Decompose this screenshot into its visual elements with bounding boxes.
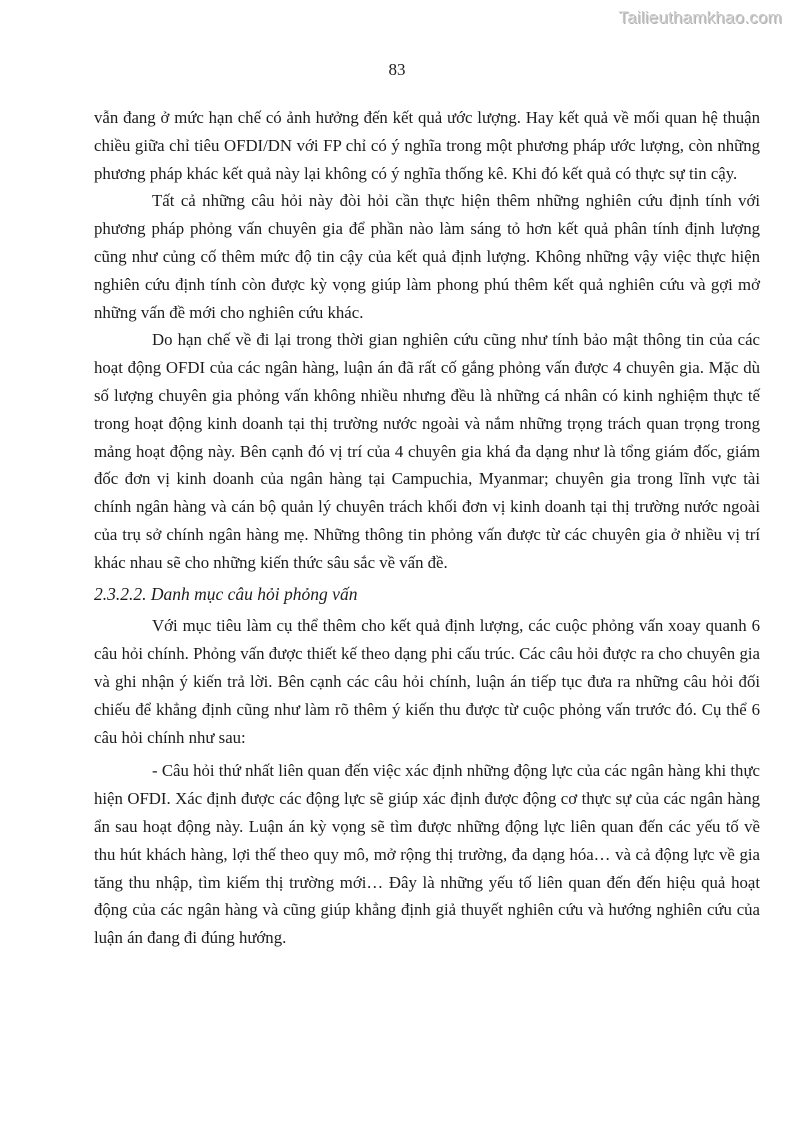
page-number: 83 [388, 60, 406, 79]
section-heading: 2.3.2.2. Danh mục câu hỏi phỏng vấn [94, 583, 358, 604]
paragraph: Tất cả những câu hỏi này đòi hỏi cần thực hiện thêm những nghiên cứu định tính với phương pháp phỏng vấn chuyên gia để phần nào làm sáng tỏ hơn kết quả phân tính định lượng cũng như củng cố thêm mức độ tin cậy của kết quả định lượng. Không những vậy việc thực hiện nghiên cứu định tính còn được kỳ vọng giúp làm phong phú thêm kết quả nghiên cứu và gợi mở những vấn đề mới cho nghiên cứu khác. [94, 191, 760, 322]
page-body [94, 104, 760, 952]
paragraph: Với mục tiêu làm cụ thể thêm cho kết quả định lượng, các cuộc phỏng vấn xoay quanh 6 câu hỏi chính. Phỏng vấn được thiết kế theo dạng phi cấu trúc. Các câu hỏi được ra cho chuyên gia và ghi nhận ý kiến trả lời. Bên cạnh các câu hỏi chính, luận án tiếp tục đưa ra những câu hỏi đối chiếu để khẳng định cũng như làm rõ thêm ý kiến thu được từ cuộc phỏng vấn trước đó. Cụ thể 6 câu hỏi chính như sau: [94, 616, 760, 747]
watermark: Tailieuthamkhao.com [618, 8, 782, 27]
paragraph: Do hạn chế về đi lại trong thời gian nghiên cứu cũng như tính bảo mật thông tin của các hoạt động OFDI của các ngân hàng, luận án đã rất cố gắng phỏng vấn được 4 chuyên gia. Mặc dù số lượng chuyên gia phỏng vấn không nhiều nhưng đều là những cá nhân có kinh nghiệm thực tế trong hoạt động kinh doanh tại thị trường nước ngoài và nắm những trọng trách quan trọng trong mảng hoạt động này. Bên cạnh đó vị trí của 4 chuyên gia khá đa dạng như là tổng giám đốc, giám đốc đơn vị kinh doanh của ngân hàng tại Campuchia, Myanmar; chuyên gia trong lĩnh vực tài chính ngân hàng và cán bộ quản lý chuyên trách khối đơn vị kinh doanh tại thị trường nước ngoài của trụ sở chính ngân hàng mẹ. Những thông tin phỏng vấn được từ các chuyên gia ở nhiều vị trí khác nhau sẽ cho những kiến thức sâu sắc về vấn đề. [94, 330, 760, 572]
bullet-paragraph: - Câu hỏi thứ nhất liên quan đến việc xác định những động lực của các ngân hàng khi thực hiện OFDI. Xác định được các động lực sẽ giúp xác định được động cơ thực sự của các ngân hàng ẩn sau hoạt động này. Luận án kỳ vọng sẽ tìm được những động lực liên quan đến các yếu tố về thu hút khách hàng, lợi thế theo quy mô, mở rộng thị trường, đa dạng hóa… và cả động lực về gia tăng thu nhập, tìm kiếm thị trường mới… Đây là những yếu tố liên quan đến đến hiệu quả hoạt động của các ngân hàng và cũng giúp khẳng định giả thuyết nghiên cứu và hướng nghiên cứu của luận án đang đi đúng hướng. [94, 761, 760, 948]
paragraph: vẫn đang ở mức hạn chế có ảnh hưởng đến kết quả ước lượng. Hay kết quả về mối quan hệ thuận chiều giữa chỉ tiêu OFDI/DN với FP chỉ có ý nghĩa trong một phương pháp ước lượng, còn những phương pháp khác kết quả này lại không có ý nghĩa thống kê. Khi đó kết quả có thực sự tin cậy. [94, 108, 760, 183]
